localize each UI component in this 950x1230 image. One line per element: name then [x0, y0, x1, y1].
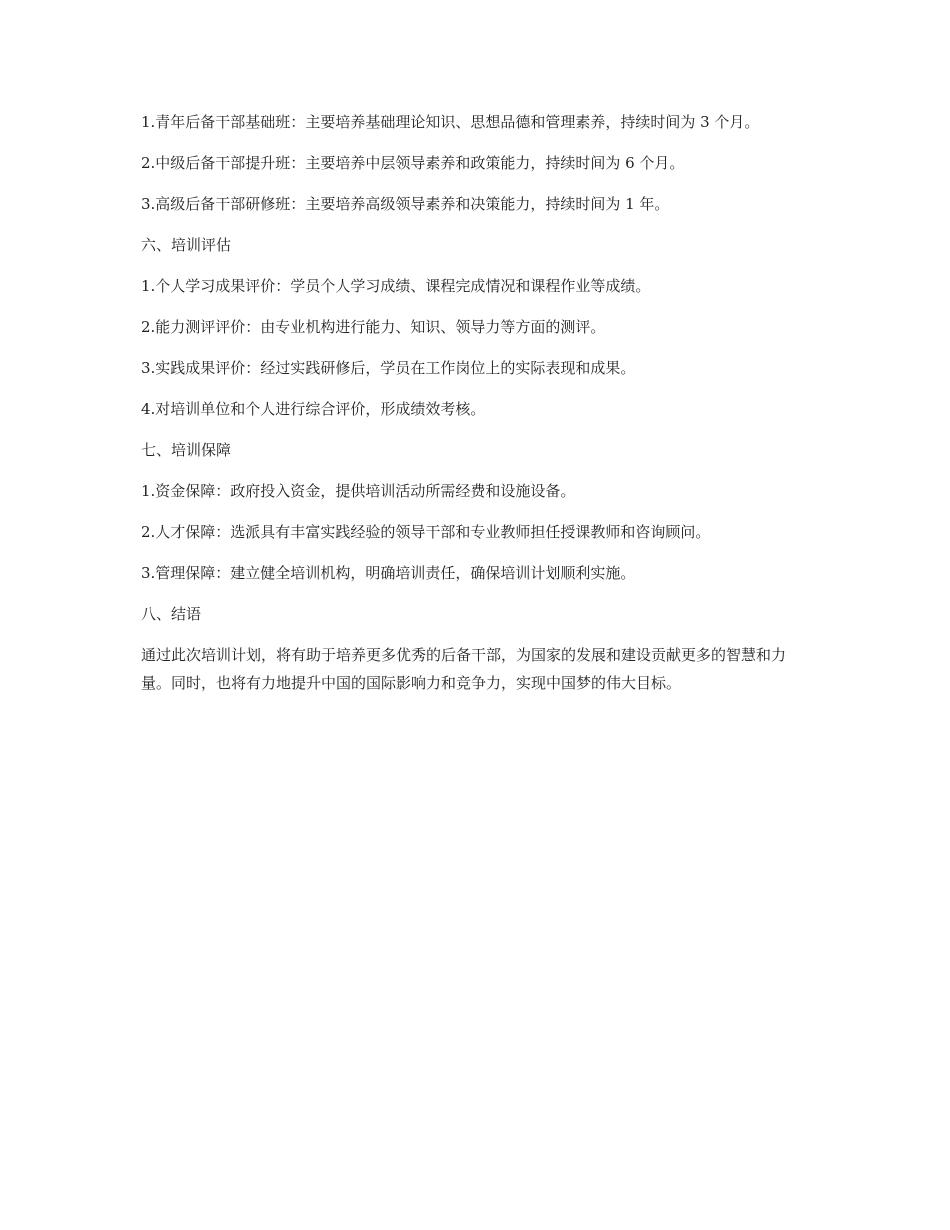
- section-heading-conclusion: 八、结语: [141, 605, 202, 623]
- list-item-senior-class: 3.高级后备干部研修班：主要培养高级领导素养和决策能力，持续时间为 1 年。: [141, 195, 670, 213]
- section-heading-training-evaluation: 六、培训评估: [141, 236, 232, 254]
- list-item-comprehensive-evaluation: 4.对培训单位和个人进行综合评价，形成绩效考核。: [141, 400, 486, 418]
- list-item-talent-support: 2.人才保障：选派具有丰富实践经验的领导干部和专业教师担任授课教师和咨询顾问。: [141, 523, 711, 541]
- list-item-management-support: 3.管理保障：建立健全培训机构，明确培训责任，确保培训计划顺利实施。: [141, 564, 636, 582]
- conclusion-paragraph: 通过此次培训计划，将有助于培养更多优秀的后备干部，为国家的发展和建设贡献更多的智慧和力量。同时，也将有力地提升中国的国际影响力和竞争力，实现中国梦的伟大目标。: [141, 646, 787, 692]
- list-item-mid-level-class: 2.中级后备干部提升班：主要培养中层领导素养和政策能力，持续时间为 6 个月。: [141, 154, 685, 172]
- list-item-ability-evaluation: 2.能力测评评价：由专业机构进行能力、知识、领导力等方面的测评。: [141, 318, 606, 336]
- document-body: [141, 108, 811, 710]
- list-item-practice-evaluation: 3.实践成果评价：经过实践研修后，学员在工作岗位上的实际表现和成果。: [141, 359, 636, 377]
- list-item-youth-basic-class: 1.青年后备干部基础班：主要培养基础理论知识、思想品德和管理素养，持续时间为 3 个月。: [141, 113, 760, 131]
- section-heading-training-support: 七、培训保障: [141, 441, 232, 459]
- list-item-funding-support: 1.资金保障：政府投入资金，提供培训活动所需经费和设施设备。: [141, 482, 576, 500]
- list-item-personal-evaluation: 1.个人学习成果评价：学员个人学习成绩、课程完成情况和课程作业等成绩。: [141, 277, 651, 295]
